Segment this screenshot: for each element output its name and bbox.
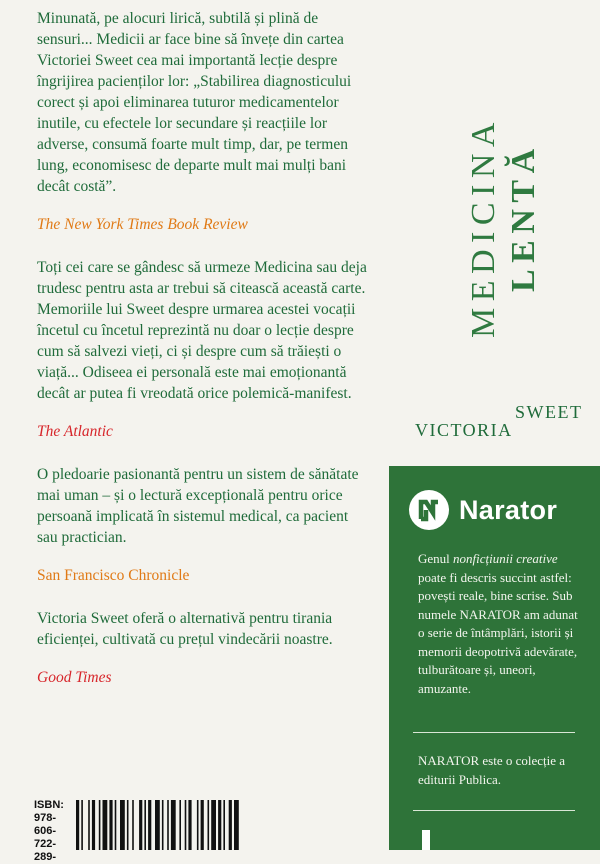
barcode-bar <box>88 800 90 850</box>
barcode-bar <box>144 800 146 850</box>
barcode-bar <box>155 800 160 850</box>
author-name <box>415 400 600 444</box>
publisher-description <box>418 550 586 698</box>
barcode-bar <box>201 800 204 850</box>
barcode-bar <box>103 800 108 850</box>
publisher-panel <box>389 466 600 850</box>
barcode-bar <box>188 800 191 850</box>
book-title <box>460 60 545 340</box>
barcode-bar <box>218 800 221 850</box>
barcode-bar <box>120 800 125 850</box>
barcode-bar <box>167 800 169 850</box>
isbn-digits: 722- <box>34 838 57 850</box>
barcode-bar <box>179 800 181 850</box>
barcode-bar <box>229 800 232 850</box>
quote-text: Victoria Sweet oferă o alternativă pentru tirania eficienței, cultivată cu prețul vindecării noastre. <box>37 610 333 648</box>
publisher-logo <box>409 490 557 530</box>
divider <box>413 810 575 811</box>
publisher-name: Narator <box>459 494 558 525</box>
barcode-bar <box>171 800 176 850</box>
isbn-digits: 289- <box>34 851 57 863</box>
quote-source: San Francisco Chronicle <box>37 567 190 584</box>
barcode-bar <box>76 800 79 850</box>
barcode <box>76 800 316 850</box>
barcode-bar <box>127 800 129 850</box>
description-text: Genul <box>418 551 454 566</box>
quote-source: The New York Times Book Review <box>37 216 248 233</box>
author-first-name: VICTORIA <box>415 420 513 440</box>
barcode-bar <box>92 800 95 850</box>
title-line-2: LENTĂ <box>505 142 542 292</box>
barcode-bar <box>162 800 164 850</box>
barcode-bar <box>132 800 134 850</box>
title-line-1: MEDICINA <box>465 116 502 338</box>
barcode-bar <box>99 800 101 850</box>
quote-text: O pledoarie pasionantă pentru un sistem de sănătate mai uman – și o lectură excepțională pentru orice persoană implicată în sistemul medical, ca pacient sau practician. <box>37 466 359 546</box>
publisher-note: NARATOR este o colecție a editurii Publica. <box>418 753 566 787</box>
quote-source: The Atlantic <box>37 423 113 440</box>
barcode-bar <box>115 800 117 850</box>
barcode-bar <box>148 800 151 850</box>
barcode-bar <box>208 800 210 850</box>
barcode-bar <box>223 800 225 850</box>
description-text: poate fi descris succint astfel: povești reale, bine scrise. Sub numele NARATOR am adunat o serie de întâmplări, istorii și memorii deopotrivă adevărate, tulburătoare și, uneori, amuzante. <box>418 569 578 696</box>
author-last-name: SWEET <box>515 402 583 422</box>
quote-text: Minunată, pe alocuri lirică, subtilă și plină de sensuri... Medicii ar face bine să învețe din cartea Victoriei Sweet cea mai importantă lecție despre îngrijirea pacienților lor: „Stabilirea diagnosticului corect și apoi eliminarea tuturor medicamentelor inutile, cu efectele lor secundare și reacțiile lor adverse, consumă foarte mult timp, dar, pe termen lung, economisesc de departe mult mai mulți bani decât costă”. <box>37 10 352 195</box>
barcode-bar <box>234 800 239 850</box>
isbn-label: ISBN: <box>34 799 64 811</box>
description-emphasis: nonficțiunii creative <box>453 551 558 566</box>
publica-logo-icon <box>422 830 430 850</box>
barcode-bar <box>139 800 142 850</box>
barcode-bar <box>197 800 199 850</box>
divider <box>413 732 575 733</box>
isbn <box>34 799 64 864</box>
barcode-bar <box>211 800 216 850</box>
narator-logo-icon <box>409 490 449 530</box>
barcode-bar <box>185 800 187 850</box>
quote-text: Toți cei care se gândesc să urmeze Medicina sau deja trudesc pentru asta ar trebui să citească această carte. Memoriile lui Sweet despre urmarea acestei vocații încetul cu încetul reprezintă nu doar o lecție despre cum să salvezi vieți, ci și despre cum să trăiești o viață... Odiseea ei personală este mai emoționantă decât ar putea fi vreodată orice polemică-manifest. <box>37 259 367 402</box>
review-quotes <box>37 8 372 710</box>
quote-source: Good Times <box>37 669 112 686</box>
barcode-bar <box>81 800 83 850</box>
isbn-digits: 978- <box>34 812 57 824</box>
isbn-digits: 606- <box>34 825 57 837</box>
barcode-bar <box>109 800 112 850</box>
